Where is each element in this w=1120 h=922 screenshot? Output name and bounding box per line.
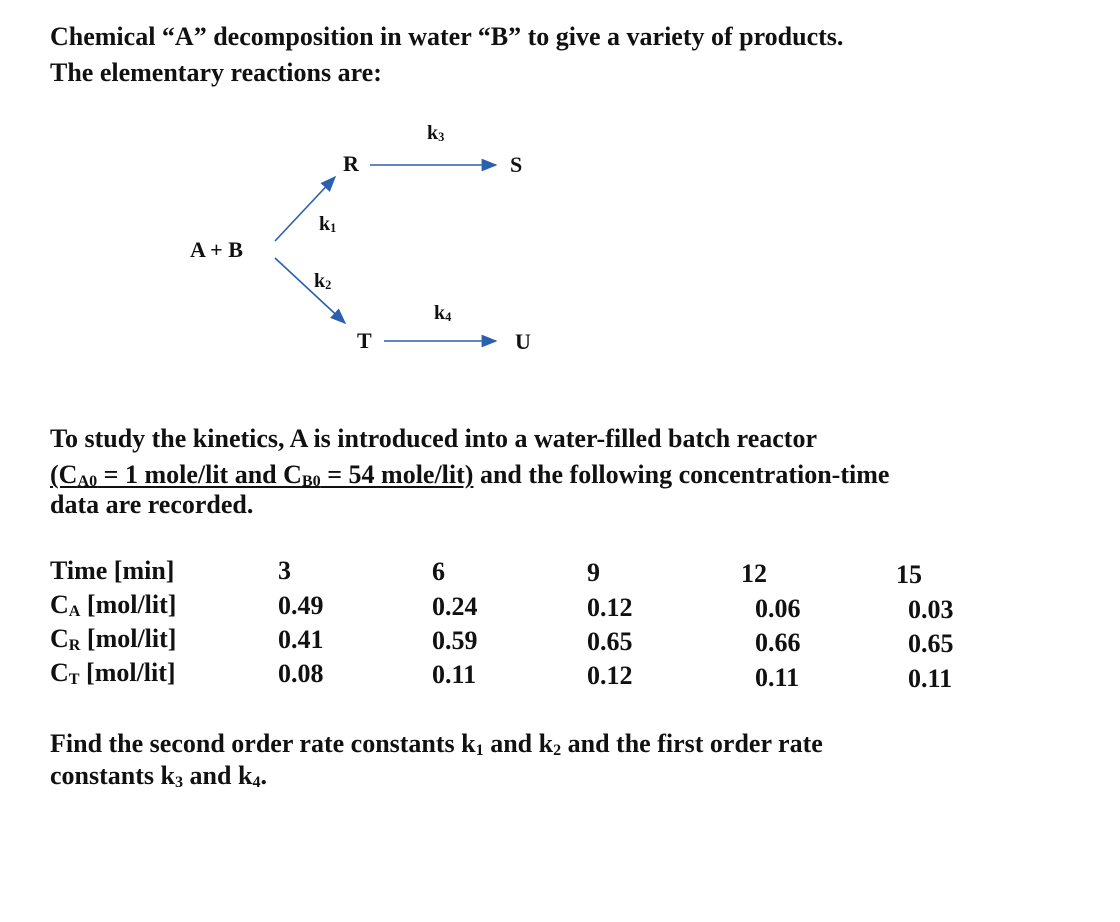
intro-line-1: Chemical “A” decomposition in water “B” to give a variety of products. [50,22,844,51]
table-cell: 0.65 [587,627,633,656]
study-line-2: (CA0 = 1 mole/lit and CB0 = 54 mole/lit) and the following concentration-time [50,460,890,490]
table-cell: 0.41 [278,625,324,654]
table-cell: 0.24 [432,592,478,621]
table-cell: 0.59 [432,626,478,655]
row-label-cr: CR [mol/lit] [50,624,177,654]
table-cell: 0.65 [908,629,954,658]
row-label-ca: CA [mol/lit] [50,590,177,620]
reactants-label: A + B [190,237,243,262]
question-line-1: Find the second order rate constants k1 and k2 and the first order rate [50,729,823,759]
table-cell: 0.12 [587,661,633,690]
initial-conditions: (CA0 = 1 mole/lit and CB0 = 54 mole/lit) [50,460,474,490]
table-cell: 0.03 [908,595,954,624]
table-cell: 15 [896,560,922,589]
table-cell: 9 [587,558,600,587]
rate-constant-k1: k1 [319,213,337,236]
arrow-ab-to-t [275,258,345,323]
table-cell: 0.08 [278,659,324,688]
question-line-2: constants k3 and k4. [50,761,267,791]
study-line-3: data are recorded. [50,490,254,519]
table-cell: 6 [432,557,445,586]
rate-constant-k3: k3 [427,122,445,145]
table-cell: 0.11 [432,660,477,689]
study-line-1: To study the kinetics, A is introduced into a water-filled batch reactor [50,424,817,453]
species-t: T [357,328,372,353]
table-cell: 0.66 [755,628,801,657]
row-label-time: Time [min] [50,556,175,585]
table-cell: 0.49 [278,591,324,620]
table-cell: 0.11 [908,664,953,693]
table-cell: 3 [278,556,291,585]
table-cell: 0.11 [755,663,800,692]
species-s: S [510,152,523,177]
intro-line-2: The elementary reactions are: [50,58,382,87]
row-label-ct: CT [mol/lit] [50,658,176,688]
table-cell: 0.06 [755,594,801,623]
table-cell: 12 [741,559,767,588]
species-u: U [515,329,531,354]
rate-constant-k2: k2 [314,270,332,293]
species-r: R [343,151,359,176]
rate-constant-k4: k4 [434,302,452,325]
table-cell: 0.12 [587,593,633,622]
